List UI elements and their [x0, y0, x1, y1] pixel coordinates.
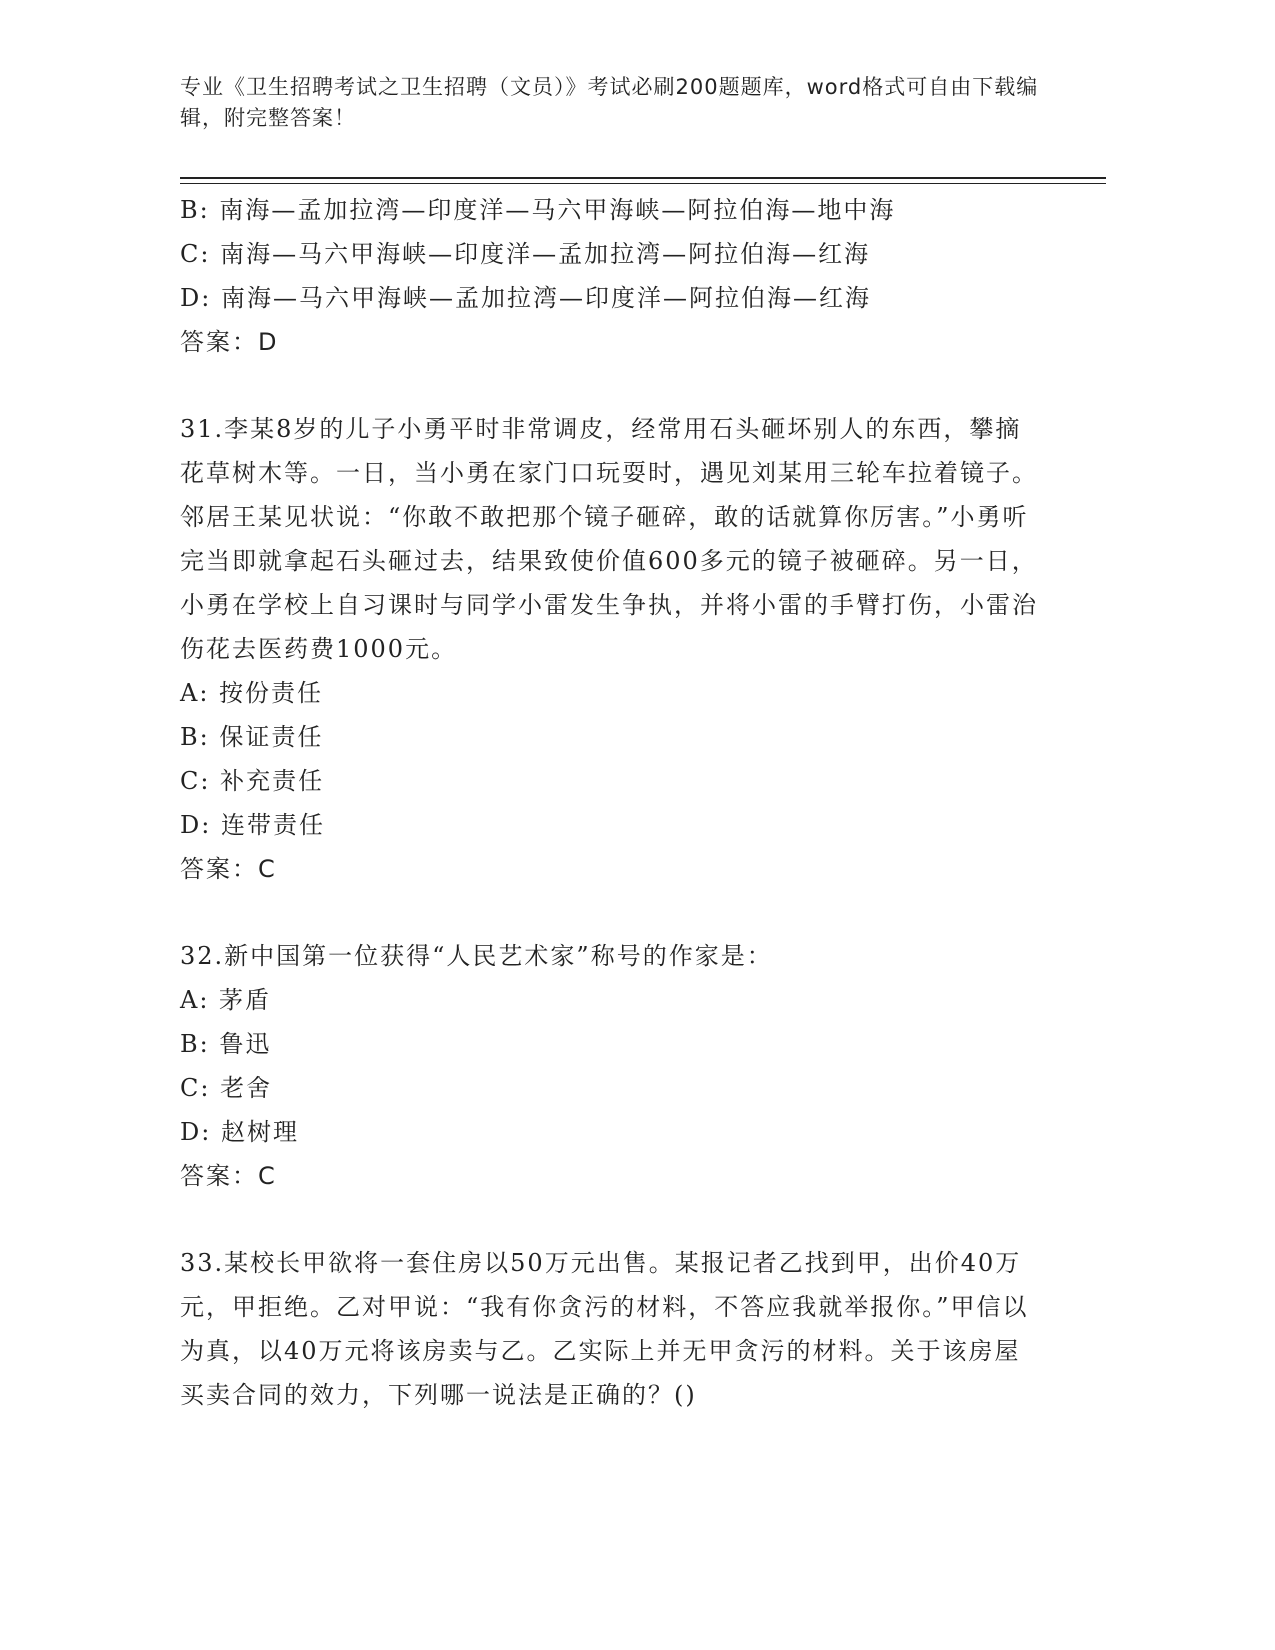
q31-answer: 答案：C: [180, 855, 277, 883]
q30-option-b: B: 南海—孟加拉湾—印度洋—马六甲海峡—阿拉伯海—地中海: [180, 196, 896, 224]
document-header: 专业《卫生招聘考试之卫生招聘（文员）》考试必刷200题题库，word格式可自由下载编辑，附完整答案！: [180, 75, 1039, 130]
q33-stem: 33.某校长甲欲将一套住房以50万元出售。某报记者乙找到甲，出价40万元，甲拒绝。乙对甲说：“我有你贪污的材料，不答应我就举报你。”甲信以为真，以40万元将该房卖与乙。乙实际上并无甲贪污的材料。关于该房屋买卖合同的效力，下列哪一说法是正确的？(): [180, 1249, 1029, 1409]
q31-option-c: C: 补充责任: [180, 767, 325, 795]
q30-answer: 答案：D: [180, 328, 279, 356]
q31-option-b: B: 保证责任: [180, 723, 324, 751]
q32-option-c: C: 老舍: [180, 1074, 273, 1102]
header-rule-thin: [180, 183, 1106, 184]
document-body: [180, 188, 1040, 1417]
q32-option-d: D: 赵树理: [180, 1118, 299, 1146]
q32-option-a: A: 茅盾: [180, 986, 272, 1014]
q31-option-a: A: 按份责任: [180, 679, 324, 707]
q30-option-d: D: 南海—马六甲海峡—孟加拉湾—印度洋—阿拉伯海—红海: [180, 284, 871, 312]
q32-option-b: B: 鲁迅: [180, 1030, 272, 1058]
q32-answer: 答案：C: [180, 1162, 277, 1190]
q32-stem: 32.新中国第一位获得“人民艺术家”称号的作家是：: [180, 942, 773, 970]
q31-stem: 31.李某8岁的儿子小勇平时非常调皮，经常用石头砸坏别人的东西，攀摘花草树木等。一日，当小勇在家门口玩耍时，遇见刘某用三轮车拉着镜子。邻居王某见状说：“你敢不敢把那个镜子砸碎，敢的话就算你厉害。”小勇听完当即就拿起石头砸过去，结果致使价值600多元的镜子被砸碎。另一日，小勇在学校上自习课时与同学小雷发生争执，并将小雷的手臂打伤，小雷治伤花去医药费1000元。: [180, 415, 1038, 663]
header-rule-thick: [180, 177, 1106, 179]
q31-option-d: D: 连带责任: [180, 811, 325, 839]
q30-option-c: C: 南海—马六甲海峡—印度洋—孟加拉湾—阿拉伯海—红海: [180, 240, 871, 268]
